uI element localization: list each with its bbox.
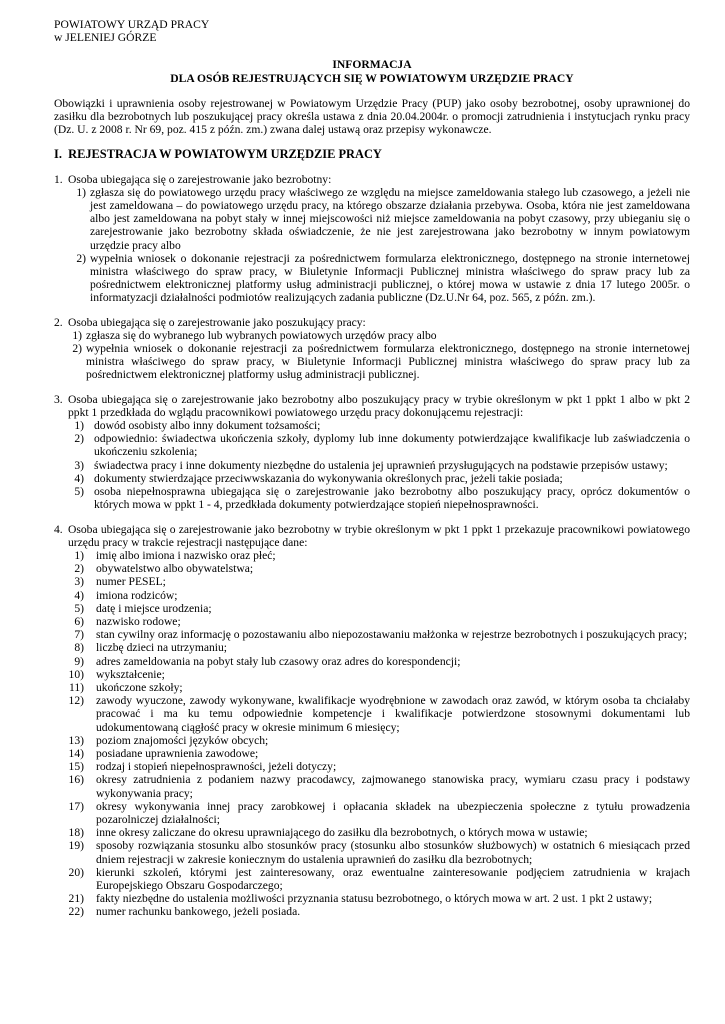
item-text: Osoba ubiegająca się o zarejestrowanie jako bezrobotny w trybie określonym w pkt 1 ppkt 1 przekazuje pracownikowi powiatowego urzędu pracy w trakcie rejestracji następujące dane: xyxy=(68,522,690,549)
sub-item: 18) inne okresy zaliczane do okresu uprawniającego do zasiłku dla bezrobotnych, o których mowa w ustawie; xyxy=(68,826,588,840)
section-number: I. xyxy=(54,147,62,162)
sub-item: 3) numer PESEL; xyxy=(74,575,166,589)
sub-item: 13) poziom znajomości języków obcych; xyxy=(68,733,269,747)
sub-item: 2) obywatelstwo albo obywatelstwa; xyxy=(74,562,254,576)
item-number: 3. xyxy=(54,392,63,406)
sub-item: 22) numer rachunku bankowego, jeżeli posiada. xyxy=(68,905,301,919)
list-item xyxy=(54,393,690,512)
item-text: Osoba ubiegająca się o zarejestrowanie jako bezrobotny albo poszukujący pracy w trybie określonym w pkt 1 ppkt 1 albo w pkt 2 ppkt 1 przedkłada do wglądu pracownikowi powiatowego urzędu pracy dokonującemu rejestracji: xyxy=(68,392,690,419)
list-item xyxy=(54,173,690,305)
sub-item: 11) ukończone szkoły; xyxy=(68,680,183,694)
intro-paragraph: Obowiązki i uprawnienia osoby rejestrowanej w Powiatowym Urzędzie Pracy (PUP) jako osoby bezrobotnej, osoby uprawnionej do zasiłku dla bezrobotnych lub poszukującej pracy określa ustawa z dnia 20.04.2004r. o promocji zatrudnienia i instytucjach rynku pracy (Dz. U. z 2008 r. Nr 69, poz. 415 z późn. zm.) zwana dalej ustawą oraz przepisy wykonawcze. xyxy=(54,96,690,137)
sub-item: 19) sposoby rozwiązania stosunku albo stosunków pracy (stosunku albo stosunków służbowych) w ostatnich 6 miesiącach przed dniem rejestracji w zakresie koniecznym do ustalenia uprawnień do zasiłku dla bezrobotnych; xyxy=(68,839,690,866)
item-text: Osoba ubiegająca się o zarejestrowanie jako bezrobotny: xyxy=(68,172,332,186)
item-text: Osoba ubiegająca się o zarejestrowanie jako poszukujący pracy: xyxy=(68,315,366,329)
sub-item: 1) dowód osobisty albo inny dokument tożsamości; xyxy=(74,419,321,433)
sub-item: 10) wykształcenie; xyxy=(68,667,165,681)
item-number: 1. xyxy=(54,172,63,186)
section-title: REJESTRACJA W POWIATOWYM URZĘDZIE PRACY xyxy=(68,147,382,162)
document-page xyxy=(54,18,690,919)
org-line-2: w JELENIEJ GÓRZE xyxy=(54,31,157,45)
sub-item: 2) odpowiednio: świadectwa ukończenia szkoły, dyplomy lub inne dokumenty potwierdzające kwalifikacje lub zaświadczenia o ukończeniu szkolenia; xyxy=(74,432,690,459)
title-line-2: DLA OSÓB REJESTRUJĄCYCH SIĘ W POWIATOWYM URZĘDZIE PRACY xyxy=(170,71,574,85)
sub-item: 16) okresy zatrudnienia z podaniem nazwy pracodawcy, zajmowanego stanowiska pracy, wymiaru czasu pracy i podstawy wykonywania pracy; xyxy=(68,773,690,800)
sub-item: 21) fakty niezbędne do ustalenia możliwości przyznania statusu bezrobotnego, o których mowa w art. 2 ust. 1 pkt 2 ustawy; xyxy=(68,892,653,906)
sub-item: 3) świadectwa pracy i inne dokumenty niezbędne do ustalenia jej uprawnień przysługujących na podstawie przepisów ustawy; xyxy=(74,458,668,472)
sub-item: 14) posiadane uprawnienia zawodowe; xyxy=(68,746,259,760)
sub-item: 12) zawody wyuczone, zawody wykonywane, kwalifikacje wyodrębnione w zawodach oraz zawód, w którym osoba ta chciałaby pracować i ma ku temu odpowiednie kompetencje i kwalifikacje potwierdzone stosownymi dokumentami lub udokumentowaną ciągłość pracy w okresie minimum 6 miesięcy; xyxy=(68,694,690,734)
sub-item: 17) okresy wykonywania innej pracy zarobkowej i opłacania składek na ubezpieczenia społeczne z tytułu prowadzenia pozarolniczej działalności; xyxy=(68,799,690,826)
sub-item: 20) kierunki szkoleń, którymi jest zainteresowany, oraz ewentualne zainteresowanie podjęciem zatrudnienia w krajach Europejskiego Obszaru Gospodarczego; xyxy=(68,865,690,892)
sub-item: 4) dokumenty stwierdzające przeciwwskazania do wykonywania określonych prac, jeżeli takie posiada; xyxy=(74,471,563,485)
sub-item: 2) wypełnia wniosek o dokonanie rejestracji za pośrednictwem formularza elektronicznego, dostępnego na stronie internetowej ministra właściwego do spraw pracy, w Biuletynie Informacji Publicznej ministra właściwego do spraw pracy lub za pośrednictwem elektronicznej platformy usług administracji publicznej, o której mowa w ustawie z dnia 17 lutego 2005r. o informatyzacji działalności podmiotów realizujących zadania publiczne (Dz.U.Nr 64, poz. 565, z późn. zm.). xyxy=(76,251,690,305)
sub-item: 1) zgłasza się do wybranego lub wybranych powiatowych urzędów pracy albo xyxy=(72,328,437,342)
document-title xyxy=(54,58,690,84)
sub-item: 2) wypełnia wniosek o dokonanie rejestracji za pośrednictwem formularza elektronicznego, dostępnego na stronie internetowej ministra właściwego do spraw pracy, w Biuletynie Informacji Publicznej ministra właściwego do spraw pracy lub za pośrednictwem elektronicznej platformy usług administracji publicznej. xyxy=(72,342,690,382)
sub-item: 9) adres zameldowania na pobyt stały lub czasowy oraz adres do korespondencji; xyxy=(74,654,461,668)
item-number: 2. xyxy=(54,315,63,329)
sub-item: 8) liczbę dzieci na utrzymaniu; xyxy=(74,641,228,655)
list-item xyxy=(54,316,690,382)
org-name xyxy=(54,18,690,44)
title-line-1: INFORMACJA xyxy=(332,58,412,72)
sub-item: 7) stan cywilny oraz informację o pozostawaniu albo niepozostawaniu małżonka w rejestrze bezrobotnych i poszukujących pracy; xyxy=(74,628,688,642)
sub-item: 6) nazwisko rodowe; xyxy=(74,614,181,628)
list-item xyxy=(54,523,690,919)
sub-item: 5) osoba niepełnosprawna ubiegająca się o zarejestrowanie jako bezrobotny albo poszukujący pracy, oprócz dokumentów o których mowa w ppkt 1 - 4, przedkłada dokumenty potwierdzające stopień niepełnosprawności. xyxy=(74,485,690,512)
sub-item: 1) imię albo imiona i nazwisko oraz płeć; xyxy=(74,548,276,562)
section-heading xyxy=(54,148,690,161)
item-number: 4. xyxy=(54,522,63,536)
sub-item: 15) rodzaj i stopień niepełnosprawności, jeżeli dotyczy; xyxy=(68,760,337,774)
org-line-1: POWIATOWY URZĄD PRACY xyxy=(54,18,210,31)
sub-item: 4) imiona rodziców; xyxy=(74,588,178,602)
sub-item: 1) zgłasza się do powiatowego urzędu pracy właściwego ze względu na miejsce zameldowania stałego lub czasowego, a jeżeli nie jest zameldowana – do powiatowego urzędu pracy, na którego obszarze działania przebywa. Osoba, która nie jest zameldowana albo jest zameldowana na pobyt stały w innej miejscowości niż miejsce zameldowania na pobyt czasowy, przy ubieganiu się o zarejestrowanie jako bezrobotny składa oświadczenie, że nie jest zarejestrowana jako bezrobotny w innym powiatowym urzędzie pracy albo xyxy=(76,185,690,252)
sub-item: 5) datę i miejsce urodzenia; xyxy=(74,601,212,615)
